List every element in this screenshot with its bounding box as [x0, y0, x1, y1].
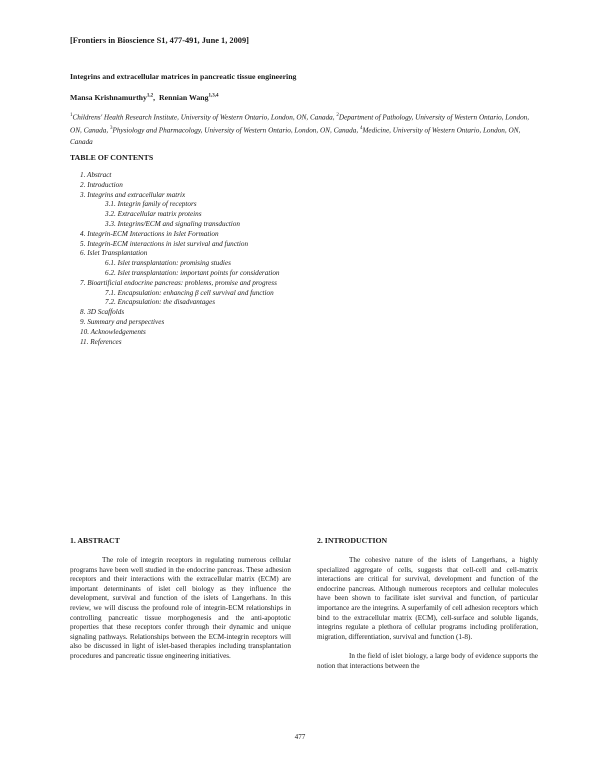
- affiliation-mark: 4: [359, 126, 363, 132]
- author-name: Mansa Krishnamurthy: [70, 93, 147, 102]
- affiliation-mark: 1: [70, 113, 73, 118]
- affiliation-text: Medicine, University of Western Ontario, London, ON, Canada: [70, 126, 521, 146]
- introduction-paragraph: The cohesive nature of the islets of Langerhans, a highly specialized aggregate of cells, suggests that cell-cell and cell-matrix interactions are critical for survival, development and function of the endocrine pancreas. Although numerous receptors and cellular molecules have been shown to facilitate islet survival and function, of particular importance are the integrins. A superfamily of cell adhesion receptors which bind to the extracellular matrix (ECM), cell-surface and soluble ligands, integrins regulate a plethora of cellular programs including proliferation, migration, differentiation, survival and function (1-8).: [317, 556, 538, 641]
- affiliation-mark: 3: [109, 126, 113, 132]
- author-list: [70, 93, 219, 102]
- toc-item: 7. Bioartificial endocrine pancreas: problems, promise and progress: [80, 278, 277, 287]
- toc-subitem: 3.1. Integrin family of receptors: [105, 200, 197, 209]
- article-title: Integrins and extracellular matrices in pancreatic tissue engineering: [70, 72, 297, 81]
- page-number: 477: [294, 733, 306, 741]
- abstract-heading: 1. ABSTRACT: [70, 536, 120, 545]
- toc-item: 1. Abstract: [80, 171, 112, 179]
- toc-subitem: 6.1. Islet transplantation: promising studies: [105, 259, 231, 268]
- toc-subitem: 6.2. Islet transplantation: important points for consideration: [105, 268, 280, 277]
- toc-item: 11. References: [80, 337, 122, 346]
- journal-header: [Frontiers in Bioscience S1, 477-491, June 1, 2009]: [70, 36, 249, 45]
- toc-item: 3. Integrins and extracellular matrix: [80, 190, 186, 199]
- toc-item: 4. Integrin-ECM Interactions in Islet Formation: [80, 229, 219, 238]
- affiliation-text: Physiology and Pharmacology, University of Western Ontario, London, ON, Canada,: [112, 126, 360, 135]
- affiliations: [70, 110, 540, 148]
- toc-subitem: 3.3. Integrins/ECM and signaling transduction: [105, 219, 240, 228]
- abstract-paragraph: The role of integrin receptors in regulating numerous cellular programs have been well studied in the endocrine pancreas. These adhesion receptors and their interactions with the extracellular matrix (ECM) are important determinants of islet cell biology as they influence the development, survival and function of the islets of Langerhans. In this review, we will discuss the profound role of integrin-ECM relationships in controlling pancreatic tissue morphogenesis and the anti-apoptotic properties that these receptors confer through their dynamic and unique signaling pathways. Relationships between the ECM-integrin receptors will also be discussed in light of islet-based therapies including transplantation procedures and pancreatic tissue engineering initiatives.: [70, 556, 291, 660]
- author-affiliation-mark: 1,3,4: [208, 93, 219, 99]
- toc-item: 6. Islet Transplantation: [80, 249, 148, 258]
- table-of-contents: [80, 171, 280, 347]
- author-affiliation-mark: 1,2: [146, 93, 154, 99]
- toc-item: 10. Acknowledgements: [80, 327, 146, 336]
- toc-item: 5. Integrin-ECM interactions in islet survival and function: [80, 239, 249, 248]
- author-separator: ,: [153, 93, 156, 102]
- affiliation-text: Department of Pathology, University of Western Ontario, London, ON, Canada,: [70, 113, 530, 135]
- toc-item: 2. Introduction: [80, 180, 123, 189]
- affiliation-text: Childrens' Health Research Institute, University of Western Ontario, London, ON, Canada,: [72, 113, 337, 122]
- toc-item: 8. 3D Scaffolds: [80, 308, 125, 317]
- abstract-section: [70, 536, 291, 672]
- toc-subitem: 7.1. Encapsulation: enhancing β cell survival and function: [105, 288, 274, 297]
- toc-subitem: 7.2. Encapsulation: the disadvantages: [105, 298, 215, 307]
- author-name: Rennian Wang: [159, 93, 209, 102]
- affiliation-mark: 2: [336, 113, 339, 118]
- introduction-section: [317, 536, 538, 682]
- toc-subitem: 3.2. Extracellular matrix proteins: [105, 210, 202, 219]
- toc-heading: TABLE OF CONTENTS: [70, 153, 154, 162]
- introduction-paragraph: In the field of islet biology, a large body of evidence supports the notion that interactions between the: [317, 652, 538, 670]
- toc-item: 9. Summary and perspectives: [80, 317, 165, 326]
- introduction-heading: 2. INTRODUCTION: [317, 536, 388, 545]
